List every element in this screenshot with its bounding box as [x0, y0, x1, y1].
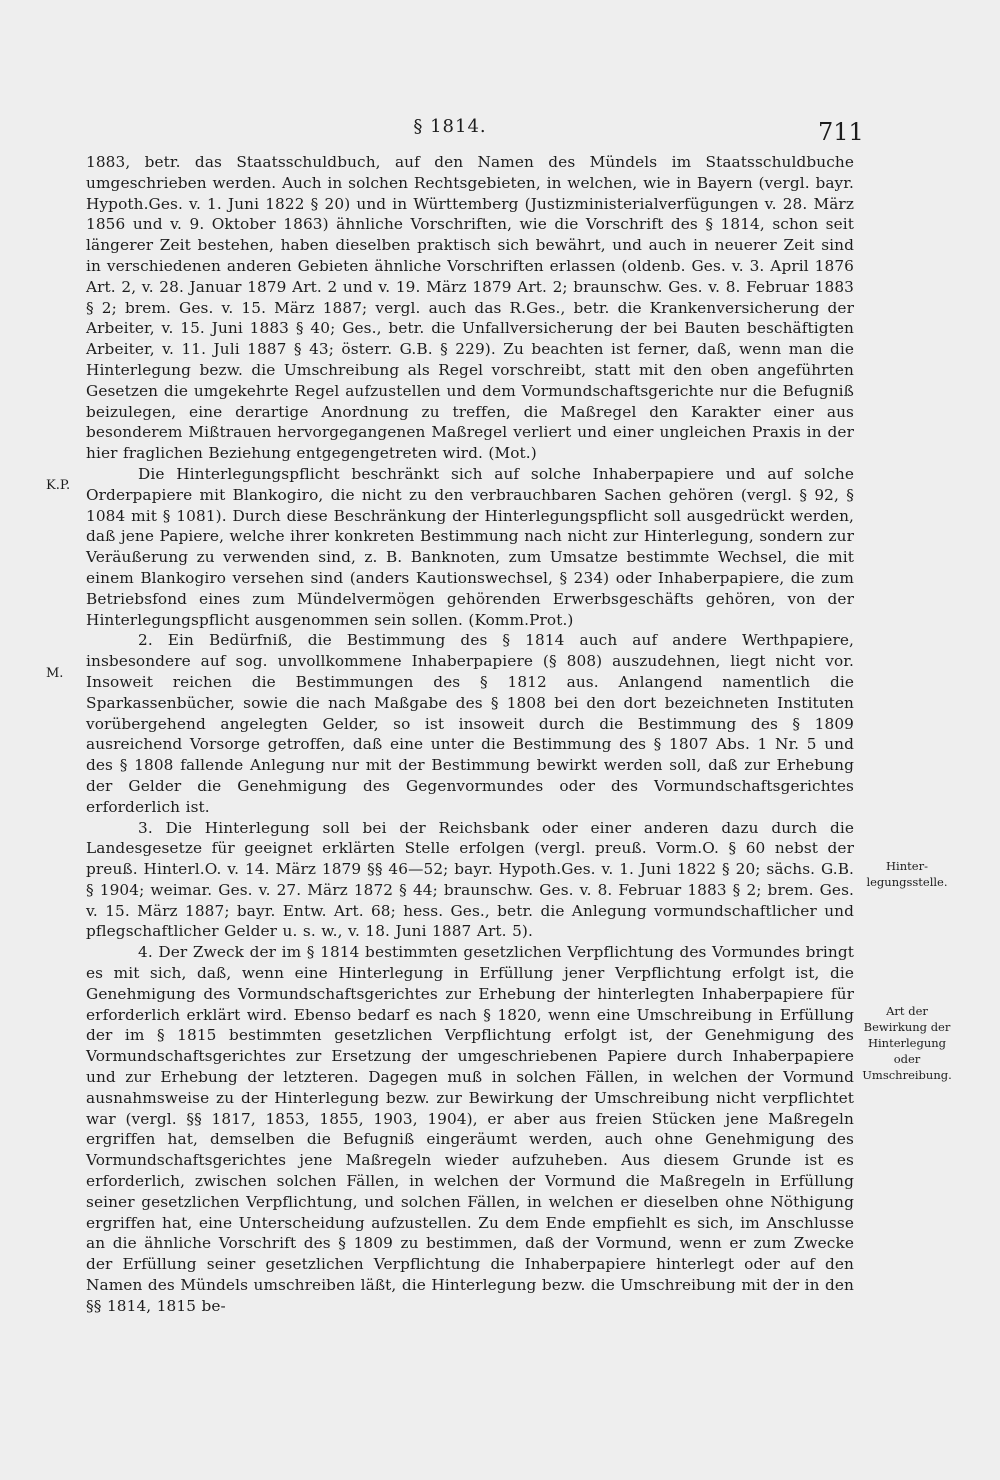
page-number: 711	[818, 118, 864, 146]
section-heading: § 1814.	[413, 116, 487, 137]
margin-note-hinterlegungsstelle: Hinter- legungsstelle.	[866, 859, 948, 889]
margin-note-m: M.	[46, 666, 64, 681]
margin-note-art-der-bewirkung: Art der Bewirkung der Hinterlegung oder Umschreibung.	[862, 1004, 952, 1082]
paragraph-2: 2. Ein Bedürfniß, die Bestimmung des § 1814 auch auf andere Werthpapiere, insbesondere auf sog. unvollkommene Inhaberpapiere (§ 808) auszudehnen, liegt nicht vor. Insoweit reichen die Bestimmungen des § 1812 aus. Anlangend namentlich die Sparkassenbücher, sowie die nach Maßgabe des § 1808 bei den dort bezeichneten Instituten vorübergehend angelegten Gelder, so ist insoweit durch die Bestimmung des § 1809 ausreichend Vorsorge getroffen, daß eine unter die Bestimmung des § 1807 Abs. 1 Nr. 5 und des § 1808 fallende Anlegung nur mit der Bestimmung bewirkt werden soll, daß zur Erhebung der Gelder die Genehmigung des Gegenvormundes oder des Vormundschaftsgerichtes erforderlich ist.	[86, 631, 854, 816]
paragraph-continuation: 1883, betr. das Staatsschuldbuch, auf den Namen des Mündels im Staatsschuldbuche umgeschrieben werden. Auch in solchen Rechtsgebieten, in welchen, wie in Bayern (vergl. bayr. Hypoth.Ges. v. 1. Juni 1822 § 20) und in Württemberg (Justizministerialverfügungen v. 28. März 1856 und v. 9. Oktober 1863) ähnliche Vorschriften, wie die Vorschrift des § 1814, schon seit längerer Zeit bestehen, haben dieselben praktisch sich bewährt, und auch in neuerer Zeit sind in verschiedenen anderen Gebieten ähnliche Vorschriften erlassen (oldenb. Ges. v. 3. April 1876 Art. 2, v. 28. Januar 1879 Art. 2 und v. 19. März 1879 Art. 2; braunschw. Ges. v. 8. Februar 1883 § 2; brem. Ges. v. 15. März 1887; vergl. auch das R.Ges., betr. die Krankenversicherung der Arbeiter, v. 15. Juni 1883 § 40; Ges., betr. die Unfallversicherung der bei Bauten beschäftigten Arbeiter, v. 11. Juli 1887 § 43; österr. G.B. § 229). Zu beachten ist ferner, daß, wenn man die Hinterlegung bezw. die Umschreibung als Regel vorschreibt, statt mit den oben angeführten Gesetzen die umgekehrte Regel aufzustellen und dem Vormundschaftsgerichte nur die Befugniß beizulegen, eine derartige Anordnung zu treffen, die Maßregel den Karakter einer aus besonderem Mißtrauen hervorgegangenen Maßregel verliert und einer ungleichen Praxis in der hier fraglichen Beziehung entgegengetreten wird. (Mot.)	[86, 153, 854, 463]
body-text	[86, 152, 854, 1317]
margin-note-kp: K.P.	[46, 478, 71, 493]
paragraph-kp: Die Hinterlegungspflicht beschränkt sich auf solche Inhaberpapiere und auf solche Orderpapiere mit Blankogiro, die nicht zu den verbrauchbaren Sachen gehören (vergl. § 92, § 1084 mit § 1081). Durch diese Beschränkung der Hinterlegungspflicht soll ausgedrückt werden, daß jene Papiere, welche ihrer konkreten Bestimmung nach nicht zur Hinterlegung, sondern zur Veräußerung zu verwenden sind, z. B. Banknoten, zum Umsatze bestimmte Wechsel, die mit einem Blankogiro versehen sind (anders Kautionswechsel, § 234) oder Inhaberpapiere, die zum Betriebsfond eines zum Mündelvermögen gehörenden Erwerbsgeschäfts gehören, von der Hinterlegungspflicht ausgenommen sein sollen. (Komm.Prot.)	[86, 464, 854, 629]
paragraph-4: 4. Der Zweck der im § 1814 bestimmten gesetzlichen Verpflichtung des Vormundes bringt es mit sich, daß, wenn eine Hinterlegung in Erfüllung jener Verpflichtung erfolgt ist, die Genehmigung des Vormundschaftsgerichtes zur Erhebung der hinterlegten Inhaberpapiere für erforderlich erklärt wird. Ebenso bedarf es nach § 1820, wenn eine Umschreibung in Erfüllung der im § 1815 bestimmten gesetzlichen Verpflichtung erfolgt ist, der Genehmigung des Vormundschaftsgerichtes zur Ersetzung der umgeschriebenen Papiere durch Inhaberpapiere und zur Erhebung der letzteren. Dagegen muß in solchen Fällen, in welchen der Vormund ausnahmsweise zu der Hinterlegung bezw. zur Bewirkung der Umschreibung nicht verpflichtet war (vergl. §§ 1817, 1853, 1855, 1903, 1904), er aber aus freien Stücken jene Maßregeln ergriffen hat, demselben die Befugniß eingeräumt werden, auch ohne Genehmigung des Vormundschaftsgerichtes jene Maßregeln wieder aufzuheben. Aus diesem Grunde ist es erforderlich, zwischen solchen Fällen, in welchen der Vormund die Maßregeln in Erfüllung seiner gesetzlichen Verpflichtung, und solchen Fällen, in welchen er dieselben ohne Nöthigung ergriffen hat, eine Unterscheidung aufzustellen. Zu dem Ende empfiehlt es sich, im Anschlusse an die ähnliche Vorschrift des § 1809 zu bestimmen, daß der Vormund, wenn er zum Zwecke der Erfüllung seiner gesetzlichen Verpflichtung die Inhaberpapiere hinterlegt oder auf den Namen des Mündels umschreiben läßt, die Hinterlegung bezw. die Umschreibung mit der in den §§ 1814, 1815 be-	[86, 943, 854, 1315]
paragraph-3: 3. Die Hinterlegung soll bei der Reichsbank oder einer anderen dazu durch die Landesgesetze für geeignet erklärten Stelle erfolgen (vergl. preuß. Vorm.O. § 60 nebst der preuß. Hinterl.O. v. 14. März 1879 §§ 46—52; bayr. Hypoth.Ges. v. 1. Juni 1822 § 20; sächs. G.B. § 1904; weimar. Ges. v. 27. März 1872 § 44; braunschw. Ges. v. 8. Februar 1883 § 2; brem. Ges. v. 15. März 1887; bayr. Entw. Art. 68; hess. Ges., betr. die Anlegung vormundschaftlicher und pflegschaftlicher Gelder u. s. w., v. 18. Juni 1887 Art. 5).	[86, 818, 854, 941]
